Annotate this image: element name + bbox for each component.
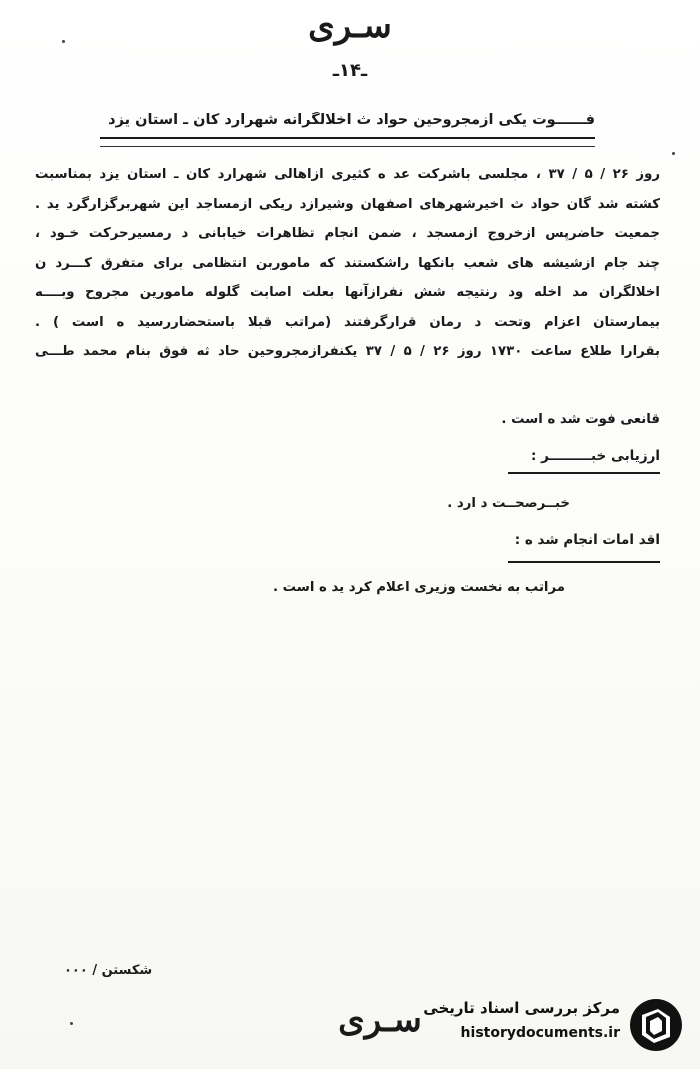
evaluation-label: ارزیابی خبـــــــــر : (530, 448, 660, 464)
subject-line: فــــــوت یکی ازمجروحین حواد ث اخلالگرانه شهرارد کان ـ استان یزد (108, 112, 595, 128)
actions-label: اقد امات انجام شد ه : (514, 532, 660, 548)
evaluation-label-rule (508, 472, 660, 474)
body-line: کشته شد گان حواد ث اخیرشهرهای اصفهان وشیرازد ریکی ازمساجد این شهربرگزارگرد ید . (35, 196, 660, 212)
body-line: بیمارستان اعزام وتحت د رمان قرارگرفتند (مراتب قبلا باستحضاررسید ه است ) . (35, 314, 660, 330)
archive-logo-icon (628, 997, 684, 1053)
evaluation-text: خبــرصحــت د ارد . (447, 496, 570, 511)
subject-underline-secondary (100, 146, 595, 147)
page-number: ـ۱۴ـ (332, 60, 368, 81)
shekastan-note: شکستن / ۰۰۰ (64, 963, 153, 978)
body-line: بقرارا طلاع ساعت ۱۷۳۰ روز ۲۶ / ۵ / ۳۷ یکنفرازمجروحین حاد ثه فوق بنام محمد طـــی (35, 344, 660, 359)
actions-label-rule (508, 561, 660, 563)
watermark-name: مرکز بررسی اسناد تاریخی (423, 999, 620, 1017)
body-line: اخلالگران مد اخله ود رنتیجه شش نفرازآنها بعلت اصابت گلوله مامورین مجروح وبــــه (35, 285, 660, 300)
body-line: روز ۲۶ / ۵ / ۳۷ ، مجلسی باشرکت عد ه کثیری ازاهالی شهرارد کان ـ استان یزد بمناسبت (35, 167, 660, 182)
archive-watermark (420, 995, 690, 1055)
paper-speck (62, 40, 65, 43)
subject-underline (100, 137, 595, 139)
classification-footer: سـری (338, 1000, 422, 1040)
classification-header: سـری (308, 6, 392, 46)
actions-text: مراتب به نخست وزیری اعلام کرد ید ه است . (273, 580, 565, 595)
watermark-url: historydocuments.ir (460, 1025, 620, 1041)
body-final-line: قانعی فوت شد ه است . (501, 412, 660, 427)
paper-speck (672, 152, 675, 155)
report-body (35, 160, 660, 367)
body-line: جمعیت حاضرپس ازخروج ازمسجد ، ضمن انجام تظاهرات خیابانی د رمسیرحرکت خـود ، (35, 226, 660, 241)
body-line: چند جام ازشیشه های شعب بانکها راشکستند که ماموربن انتظامی برای متفرق کـــرد ن (35, 255, 660, 271)
paper-speck (70, 1022, 73, 1025)
